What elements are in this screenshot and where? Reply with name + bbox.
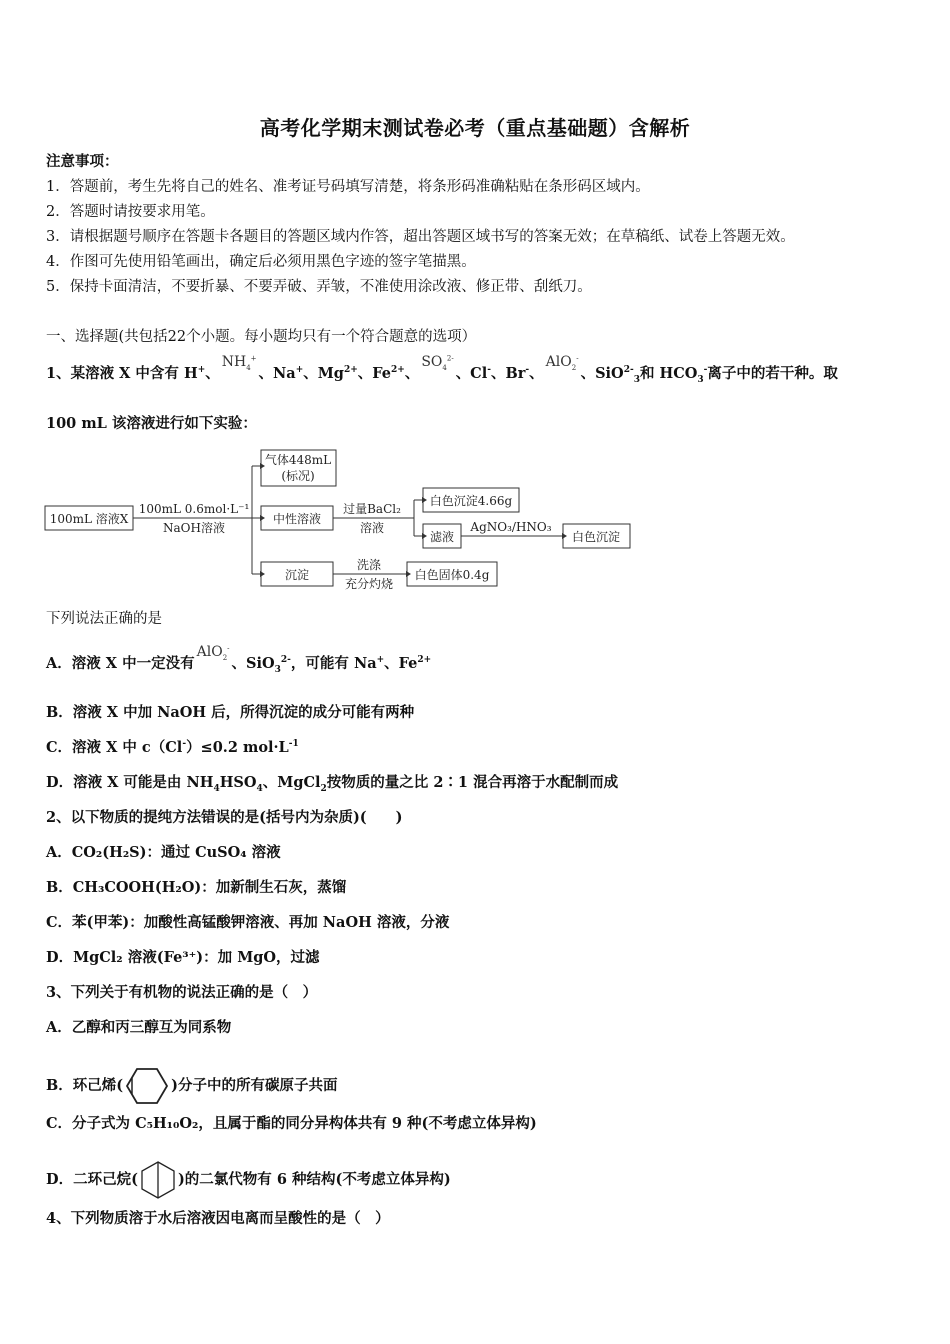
page-title: 高考化学期末测试卷必考（重点基础题）含解析 bbox=[259, 116, 691, 140]
q2-option-a: A．CO₂(H₂S)：通过 CuSO₄ 溶液 bbox=[46, 844, 281, 861]
arrowhead bbox=[422, 497, 427, 503]
reagent-label: NaOH溶液 bbox=[163, 521, 225, 535]
q1-option-b: B．溶液 X 中加 NaOH 后，所得沉淀的成分可能有两种 bbox=[46, 704, 415, 721]
q1-option-c: C．溶液 X 中 c（Cl-）≤0.2 $mol\cdot L^{-1}$ bbox=[46, 739, 299, 756]
cyclohexene-structure-icon bbox=[125, 1066, 169, 1106]
q2-stem: 2、以下物质的提纯方法错误的是(括号内为杂质)( ) bbox=[46, 809, 403, 826]
arrowhead bbox=[562, 533, 567, 539]
notice-heading: 注意事项： bbox=[46, 153, 119, 170]
q1-option-a: A．溶液 X 中一定没有AlO$_2$-、SiO$_3^{2-}$，可能有 Na+、$Fe^{2+}$ bbox=[46, 644, 432, 675]
notice-item: 5．保持卡面清洁，不要折暴、不要弄破、弄皱，不准使用涂改液、修正带、刮纸刀。 bbox=[46, 279, 592, 295]
precipitate-label: 沉淀 bbox=[284, 568, 310, 582]
neutral-label: 中性溶液 bbox=[272, 512, 322, 526]
gas-label: (标况) bbox=[281, 469, 315, 483]
q1-option-d: D．溶液 X 可能是由 $NH_4HSO_4$、MgCl$_2$按物质的量之比 2∶1 混合再溶于水配制而成 bbox=[46, 774, 619, 794]
q3-option-c: C．分子式为 C₅H₁₀O₂，且属于酯的同分异构体共有 9 种(不考虑立体异构) bbox=[46, 1115, 537, 1132]
sulfate-ion: $SO_4^{2-}$ bbox=[421, 354, 454, 372]
gas-label: 气体448mL bbox=[264, 453, 332, 467]
q3-option-a: A．乙醇和丙三醇互为同系物 bbox=[46, 1019, 232, 1036]
white-ppt2-label: 白色沉淀 bbox=[571, 530, 621, 544]
notice-item: 3．请根据题号顺序在答题卡各题目的答题区域内作答，超出答题区域书写的答案无效；在草稿纸、试卷上答题无效。 bbox=[46, 229, 795, 245]
aluminate-ion: AlO$_2$- bbox=[545, 354, 579, 372]
q2-option-c: C．苯(甲苯)：加酸性高锰酸钾溶液、再加 NaOH 溶液，分液 bbox=[46, 914, 450, 931]
bacl2-label: 过量BaCl₂ bbox=[343, 502, 401, 516]
q3-option-d: D．二环己烷( )的二氯代物有 6 种结构(不考虑立体异构) bbox=[46, 1160, 451, 1200]
burn-label: 充分灼烧 bbox=[344, 577, 394, 591]
arrowhead bbox=[260, 571, 265, 577]
reagent-label: 100mL 0.6mol·L⁻¹ bbox=[138, 502, 250, 516]
notice-item: 4．作图可先使用铅笔画出，确定后必须用黑色字迹的签字笔描黑。 bbox=[46, 254, 476, 270]
white-solid-label: 白色固体0.4g bbox=[414, 568, 490, 582]
notice-item: 2．答题时请按要求用笔。 bbox=[46, 204, 215, 220]
arrowhead bbox=[422, 533, 427, 539]
q3-option-b: B．环己烯( )分子中的所有碳原子共面 bbox=[46, 1066, 338, 1106]
ammonium-ion: $NH_4^+$ bbox=[221, 354, 257, 372]
section-heading: 一、选择题(共包括22个小题。每小题均只有一个符合题意的选项） bbox=[46, 329, 477, 345]
agno3-label: AgNO₃/HNO₃ bbox=[470, 520, 552, 534]
start-label: 100mL 溶液X bbox=[49, 512, 129, 526]
bacl2-label: 溶液 bbox=[359, 521, 385, 535]
filtrate-label: 滤液 bbox=[429, 530, 455, 544]
q2-option-b: B．CH₃COOH(H₂O)：加新制生石灰，蒸馏 bbox=[46, 879, 347, 896]
notice-item: 1．答题前，考生先将自己的姓名、准考证号码填写清楚，将条形码准确粘贴在条形码区域内。 bbox=[46, 179, 650, 195]
arrowhead bbox=[260, 515, 265, 521]
q4-stem: 4、下列物质溶于水后溶液因电离而呈酸性的是（ ） bbox=[46, 1210, 390, 1227]
q1-stem: 1、某溶液 X 中含有 H+、$NH_4^+$、Na+、$Mg^{2+}$、$Fe^{2+}$、$SO_4^{2-}$、Cl-、Br-、AlO$_2$-、SiO$^{2-}_3$和 $HCO_3^-$离子中的若干种。取 bbox=[46, 354, 838, 385]
experiment-flowchart bbox=[44, 444, 644, 594]
q1-stem-cont: 100 mL 该溶液进行如下实验： bbox=[46, 415, 257, 432]
arrowhead bbox=[406, 571, 411, 577]
q3-stem: 3、下列关于有机物的说法正确的是（ ） bbox=[46, 984, 318, 1001]
wash-label: 洗涤 bbox=[356, 558, 382, 572]
white-ppt-label: 白色沉淀4.66g bbox=[429, 494, 513, 508]
bicyclohexane-structure-icon bbox=[140, 1160, 176, 1200]
q2-option-d: D．MgCl₂ 溶液(Fe³⁺)：加 MgO，过滤 bbox=[46, 949, 320, 966]
q1-prompt: 下列说法正确的是 bbox=[46, 611, 162, 627]
aluminate-ion: AlO$_2$- bbox=[196, 644, 230, 662]
